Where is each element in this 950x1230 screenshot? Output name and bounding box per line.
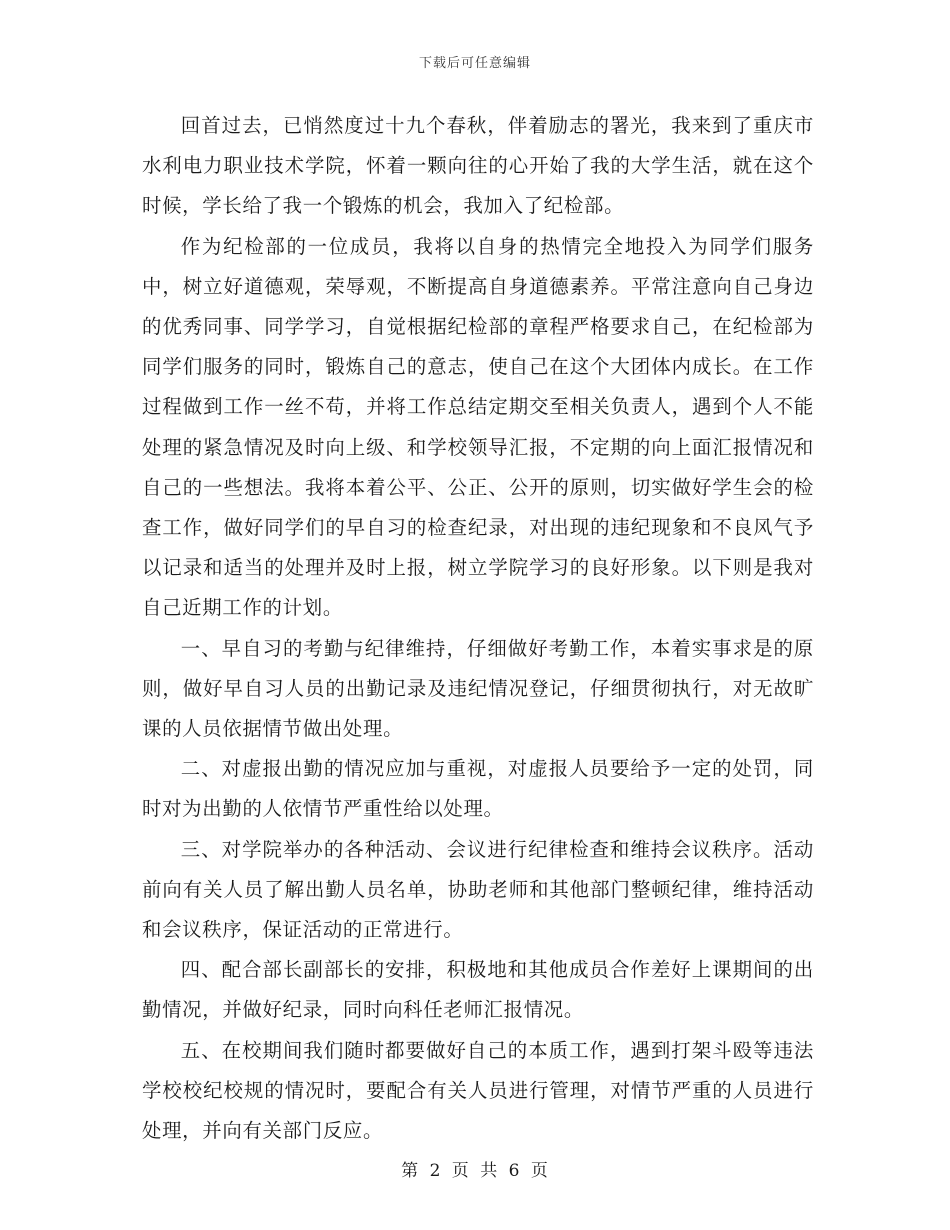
paragraph-plan-5: 五、在校期间我们随时都要做好自己的本质工作，遇到打架斗殴等违法学校校纪校规的情况时，要配合有关人员进行管理，对情节严重的人员进行处理，并向有关部门反应。 xyxy=(142,1038,814,1143)
page-number: 第 2 页 共 6 页 xyxy=(401,1161,549,1181)
paragraph-plan-3: 三、对学院举办的各种活动、会议进行纪律检查和维持会议秩序。活动前向有关人员了解出勤人员名单，协助老师和其他部门整顿纪律，维持活动和会议秩序，保证活动的正常进行。 xyxy=(142,837,814,942)
paragraph-plan-1: 一、早自习的考勤与纪律维持，仔细做好考勤工作，本着实事求是的原则，做好早自习人员的出勤记录及违纪情况登记，仔细贯彻执行，对无故旷课的人员依据情节做出处理。 xyxy=(142,636,814,741)
paragraph-plan-2: 二、对虚报出勤的情况应加与重视，对虚报人员要给予一定的处罚，同时对为出勤的人依情节严重性给以处理。 xyxy=(142,757,814,821)
document-body xyxy=(142,106,814,1151)
paragraph-intro: 回首过去，已悄然度过十九个春秋，伴着励志的署光，我来到了重庆市水利电力职业技术学院，怀着一颗向往的心开始了我的大学生活，就在这个时候，学长给了我一个锻炼的机会，我加入了纪检部。 xyxy=(142,114,814,218)
page-header: 下载后可任意编辑 xyxy=(418,56,531,71)
paragraph-commitment: 作为纪检部的一位成员，我将以自身的热情完全地投入为同学们服务中，树立好道德观，荣辱观，不断提高自身道德素养。平常注意向自己身边的优秀同事、同学学习，自觉根据纪检部的章程严格要求自己，在纪检部为同学们服务的同时，锻炼自己的意志，使自己在这个大团体内成长。在工作过程做到工作一丝不苟，并将工作总结定期交至相关负责人，遇到个人不能处理的紧急情况及时向上级、和学校领导汇报，不定期的向上面汇报情况和自己的一些想法。我将本着公平、公正、公开的原则，切实做好学生会的检查工作，做好同学们的早自习的检查纪录，对出现的违纪现象和不良风气予以记录和适当的处理并及时上报，树立学院学习的良好形象。以下则是我对自己近期工作的计划。 xyxy=(142,234,814,620)
paragraph-plan-4: 四、配合部长副部长的安排，积极地和其他成员合作差好上课期间的出勤情况，并做好纪录，同时向科任老师汇报情况。 xyxy=(142,958,814,1022)
